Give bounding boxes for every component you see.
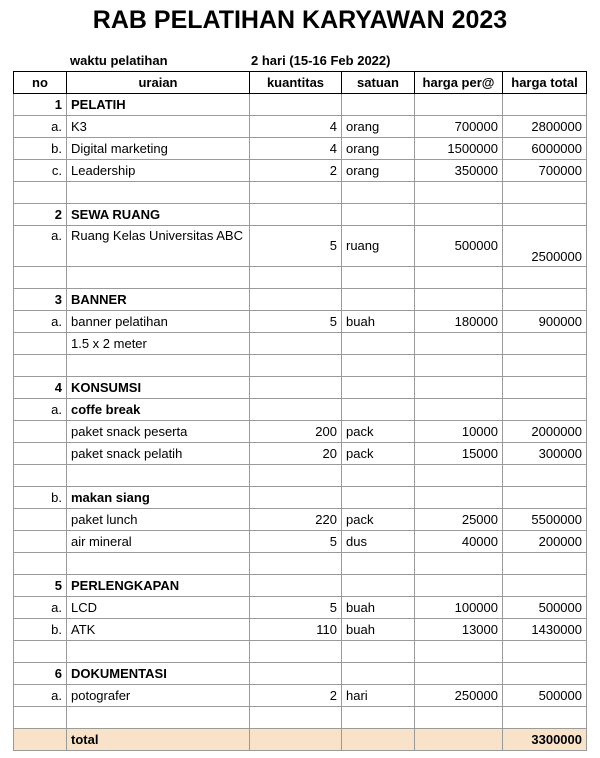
cell-no: b.: [14, 487, 67, 509]
cell-no: [14, 182, 67, 204]
cell-no: [14, 465, 67, 487]
cell-harga-total: 2500000: [503, 226, 587, 267]
cell-harga-total: 2800000: [503, 116, 587, 138]
cell-harga-total: 2000000: [503, 421, 587, 443]
header-satuan: satuan: [342, 72, 415, 94]
cell-harga-per: 10000: [415, 421, 503, 443]
cell-kuantitas: [250, 487, 342, 509]
training-time-label: waktu pelatihan: [70, 53, 168, 68]
cell-uraian: coffe break: [67, 399, 250, 421]
cell-uraian: [67, 267, 250, 289]
document-title: RAB PELATIHAN KARYAWAN 2023: [92, 6, 508, 34]
cell-uraian: [67, 182, 250, 204]
cell-harga-per: [415, 182, 503, 204]
cell-no: [14, 333, 67, 355]
cell-kuantitas: [250, 663, 342, 685]
header-harga-total: harga total: [503, 72, 587, 94]
cell-satuan: [342, 641, 415, 663]
cell-harga-total: [503, 641, 587, 663]
cell-satuan: [342, 204, 415, 226]
table-row: [14, 355, 587, 377]
cell-kuantitas: 5: [250, 311, 342, 333]
cell-uraian: BANNER: [67, 289, 250, 311]
cell-satuan: hari: [342, 685, 415, 707]
table-row: [14, 487, 587, 509]
cell-satuan: [342, 289, 415, 311]
table-row: [14, 377, 587, 399]
cell-no: 1: [14, 94, 67, 116]
cell-no: [14, 443, 67, 465]
cell-harga-total: [503, 575, 587, 597]
cell-uraian: [67, 355, 250, 377]
table-row: [14, 204, 587, 226]
cell-harga-total: [503, 707, 587, 729]
cell-harga-total: [503, 553, 587, 575]
table-row: [14, 289, 587, 311]
cell-satuan: buah: [342, 311, 415, 333]
header-kuantitas: kuantitas: [250, 72, 342, 94]
table-row: [14, 443, 587, 465]
cell-satuan: buah: [342, 597, 415, 619]
cell-kuantitas: [250, 94, 342, 116]
cell-kuantitas: [250, 641, 342, 663]
table-row: [14, 399, 587, 421]
header-no: no: [14, 72, 67, 94]
cell-kuantitas: [250, 707, 342, 729]
cell-harga-total: [503, 289, 587, 311]
cell-satuan: [342, 377, 415, 399]
table-row: [14, 531, 587, 553]
cell-harga-total: [503, 465, 587, 487]
cell-kuantitas: [250, 575, 342, 597]
cell-satuan: dus: [342, 531, 415, 553]
table-row: [14, 465, 587, 487]
cell-kuantitas: [250, 465, 342, 487]
cell-no: a.: [14, 226, 67, 267]
cell-harga-total: [503, 333, 587, 355]
cell-uraian: PERLENGKAPAN: [67, 575, 250, 597]
cell-harga-per: [415, 707, 503, 729]
cell-kuantitas: [250, 182, 342, 204]
cell-uraian: SEWA RUANG: [67, 204, 250, 226]
cell-harga-per: 350000: [415, 160, 503, 182]
cell-no: [14, 355, 67, 377]
cell-uraian: KONSUMSI: [67, 377, 250, 399]
cell-kuantitas: [250, 355, 342, 377]
cell-satuan: [342, 575, 415, 597]
cell-harga-total: [503, 399, 587, 421]
cell-kuantitas: [250, 267, 342, 289]
cell-satuan: orang: [342, 138, 415, 160]
cell-satuan: [342, 399, 415, 421]
cell-kuantitas: [250, 377, 342, 399]
cell-kuantitas: [250, 333, 342, 355]
cell-no: [14, 531, 67, 553]
table-row: [14, 597, 587, 619]
cell-kuantitas: 200: [250, 421, 342, 443]
cell-uraian: air mineral: [67, 531, 250, 553]
cell-harga-per: [415, 487, 503, 509]
cell-no: b.: [14, 138, 67, 160]
cell-harga-per: [415, 204, 503, 226]
header-harga-per: harga per@: [415, 72, 503, 94]
cell-no: a.: [14, 311, 67, 333]
cell-no: [14, 421, 67, 443]
cell-uraian: paket lunch: [67, 509, 250, 531]
cell-harga-per: 500000: [415, 226, 503, 267]
total-row: [14, 729, 587, 751]
cell-satuan: [342, 553, 415, 575]
cell-satuan: [342, 333, 415, 355]
cell-no: [14, 707, 67, 729]
cell-no: [14, 509, 67, 531]
cell-no: [14, 553, 67, 575]
cell-kuantitas: [250, 204, 342, 226]
cell-harga-per: 1500000: [415, 138, 503, 160]
cell-satuan: pack: [342, 509, 415, 531]
cell-harga-per: [415, 465, 503, 487]
cell-harga-per: [415, 575, 503, 597]
cell-harga-per: 40000: [415, 531, 503, 553]
cell-no: a.: [14, 116, 67, 138]
cell-harga-total: [503, 487, 587, 509]
cell-harga-per: 15000: [415, 443, 503, 465]
cell-uraian: paket snack pelatih: [67, 443, 250, 465]
cell-harga-per: [415, 355, 503, 377]
total-label: total: [67, 729, 250, 751]
cell-harga-per: 13000: [415, 619, 503, 641]
cell-kuantitas: 5: [250, 226, 342, 267]
cell-uraian: ATK: [67, 619, 250, 641]
cell-no: c.: [14, 160, 67, 182]
cell-harga-total: 300000: [503, 443, 587, 465]
cell-kuantitas: 110: [250, 619, 342, 641]
cell-uraian: PELATIH: [67, 94, 250, 116]
cell-satuan: pack: [342, 443, 415, 465]
table-row: [14, 94, 587, 116]
table-row: [14, 226, 587, 267]
cell-harga-per: 100000: [415, 597, 503, 619]
table-row: [14, 138, 587, 160]
header-uraian: uraian: [67, 72, 250, 94]
cell-kuantitas: 2: [250, 685, 342, 707]
cell-satuan: [342, 707, 415, 729]
cell-harga-total: 5500000: [503, 509, 587, 531]
cell-harga-total: [503, 204, 587, 226]
cell-uraian: makan siang: [67, 487, 250, 509]
cell-harga-total: 6000000: [503, 138, 587, 160]
cell-uraian: 1.5 x 2 meter: [67, 333, 250, 355]
table-row: [14, 333, 587, 355]
cell-harga-total: [503, 94, 587, 116]
cell-harga-total: [503, 663, 587, 685]
cell-satuan: [342, 267, 415, 289]
cell-harga-total: 700000: [503, 160, 587, 182]
table-row: [14, 421, 587, 443]
cell-no: 3: [14, 289, 67, 311]
cell-harga-total: 1430000: [503, 619, 587, 641]
cell-harga-total: [503, 267, 587, 289]
cell-uraian: [67, 641, 250, 663]
cell-harga-per: [415, 553, 503, 575]
cell-uraian: Leadership: [67, 160, 250, 182]
cell-harga-per: [415, 289, 503, 311]
table-row: [14, 575, 587, 597]
cell-kuantitas: [250, 553, 342, 575]
cell-harga-total: [503, 355, 587, 377]
cell-satuan: [342, 94, 415, 116]
cell-harga-per: 180000: [415, 311, 503, 333]
cell-no: a.: [14, 685, 67, 707]
table-row: [14, 663, 587, 685]
cell-kuantitas: 5: [250, 597, 342, 619]
table-row: [14, 182, 587, 204]
cell-uraian: Ruang Kelas Universitas ABC: [67, 226, 250, 267]
cell-satuan: [342, 465, 415, 487]
cell-uraian: potografer: [67, 685, 250, 707]
cell-harga-per: [415, 729, 503, 751]
cell-harga-per: [415, 377, 503, 399]
cell-no: 4: [14, 377, 67, 399]
cell-satuan: ruang: [342, 226, 415, 267]
cell-harga-total: [503, 182, 587, 204]
table-row: [14, 160, 587, 182]
cell-harga-total: 200000: [503, 531, 587, 553]
cell-satuan: orang: [342, 116, 415, 138]
cell-no: 6: [14, 663, 67, 685]
header-row: [14, 72, 587, 94]
cell-uraian: [67, 553, 250, 575]
cell-no: a.: [14, 399, 67, 421]
cell-satuan: [342, 182, 415, 204]
table-row: [14, 641, 587, 663]
cell-no: 5: [14, 575, 67, 597]
cell-uraian: DOKUMENTASI: [67, 663, 250, 685]
cell-satuan: [342, 729, 415, 751]
cell-no: a.: [14, 597, 67, 619]
cell-uraian: [67, 707, 250, 729]
cell-harga-total: 900000: [503, 311, 587, 333]
cell-harga-per: 700000: [415, 116, 503, 138]
table-row: [14, 116, 587, 138]
cell-satuan: [342, 487, 415, 509]
cell-kuantitas: 4: [250, 138, 342, 160]
cell-satuan: orang: [342, 160, 415, 182]
cell-kuantitas: 220: [250, 509, 342, 531]
cell-harga-per: 250000: [415, 685, 503, 707]
cell-harga-total: 500000: [503, 685, 587, 707]
cell-uraian: Digital marketing: [67, 138, 250, 160]
cell-no: [14, 267, 67, 289]
total-value: 3300000: [503, 729, 587, 751]
cell-uraian: paket snack peserta: [67, 421, 250, 443]
cell-uraian: banner pelatihan: [67, 311, 250, 333]
cell-satuan: buah: [342, 619, 415, 641]
cell-uraian: K3: [67, 116, 250, 138]
cell-no: [14, 729, 67, 751]
cell-harga-total: 500000: [503, 597, 587, 619]
cell-kuantitas: [250, 729, 342, 751]
cell-satuan: [342, 355, 415, 377]
cell-uraian: LCD: [67, 597, 250, 619]
cell-kuantitas: [250, 289, 342, 311]
cell-harga-per: [415, 94, 503, 116]
cell-no: 2: [14, 204, 67, 226]
cell-no: [14, 641, 67, 663]
training-time-value: 2 hari (15-16 Feb 2022): [251, 53, 391, 68]
cell-kuantitas: [250, 399, 342, 421]
cell-harga-per: [415, 641, 503, 663]
budget-table: [13, 71, 587, 751]
cell-harga-per: 25000: [415, 509, 503, 531]
cell-kuantitas: 4: [250, 116, 342, 138]
table-row: [14, 685, 587, 707]
cell-harga-per: [415, 663, 503, 685]
cell-no: b.: [14, 619, 67, 641]
cell-harga-per: [415, 267, 503, 289]
cell-kuantitas: 5: [250, 531, 342, 553]
table-row: [14, 619, 587, 641]
table-row: [14, 509, 587, 531]
table-row: [14, 311, 587, 333]
cell-satuan: pack: [342, 421, 415, 443]
table-row: [14, 707, 587, 729]
cell-kuantitas: 2: [250, 160, 342, 182]
table-row: [14, 553, 587, 575]
table-row: [14, 267, 587, 289]
cell-kuantitas: 20: [250, 443, 342, 465]
cell-uraian: [67, 465, 250, 487]
cell-satuan: [342, 663, 415, 685]
cell-harga-per: [415, 399, 503, 421]
cell-harga-per: [415, 333, 503, 355]
cell-harga-total: [503, 377, 587, 399]
